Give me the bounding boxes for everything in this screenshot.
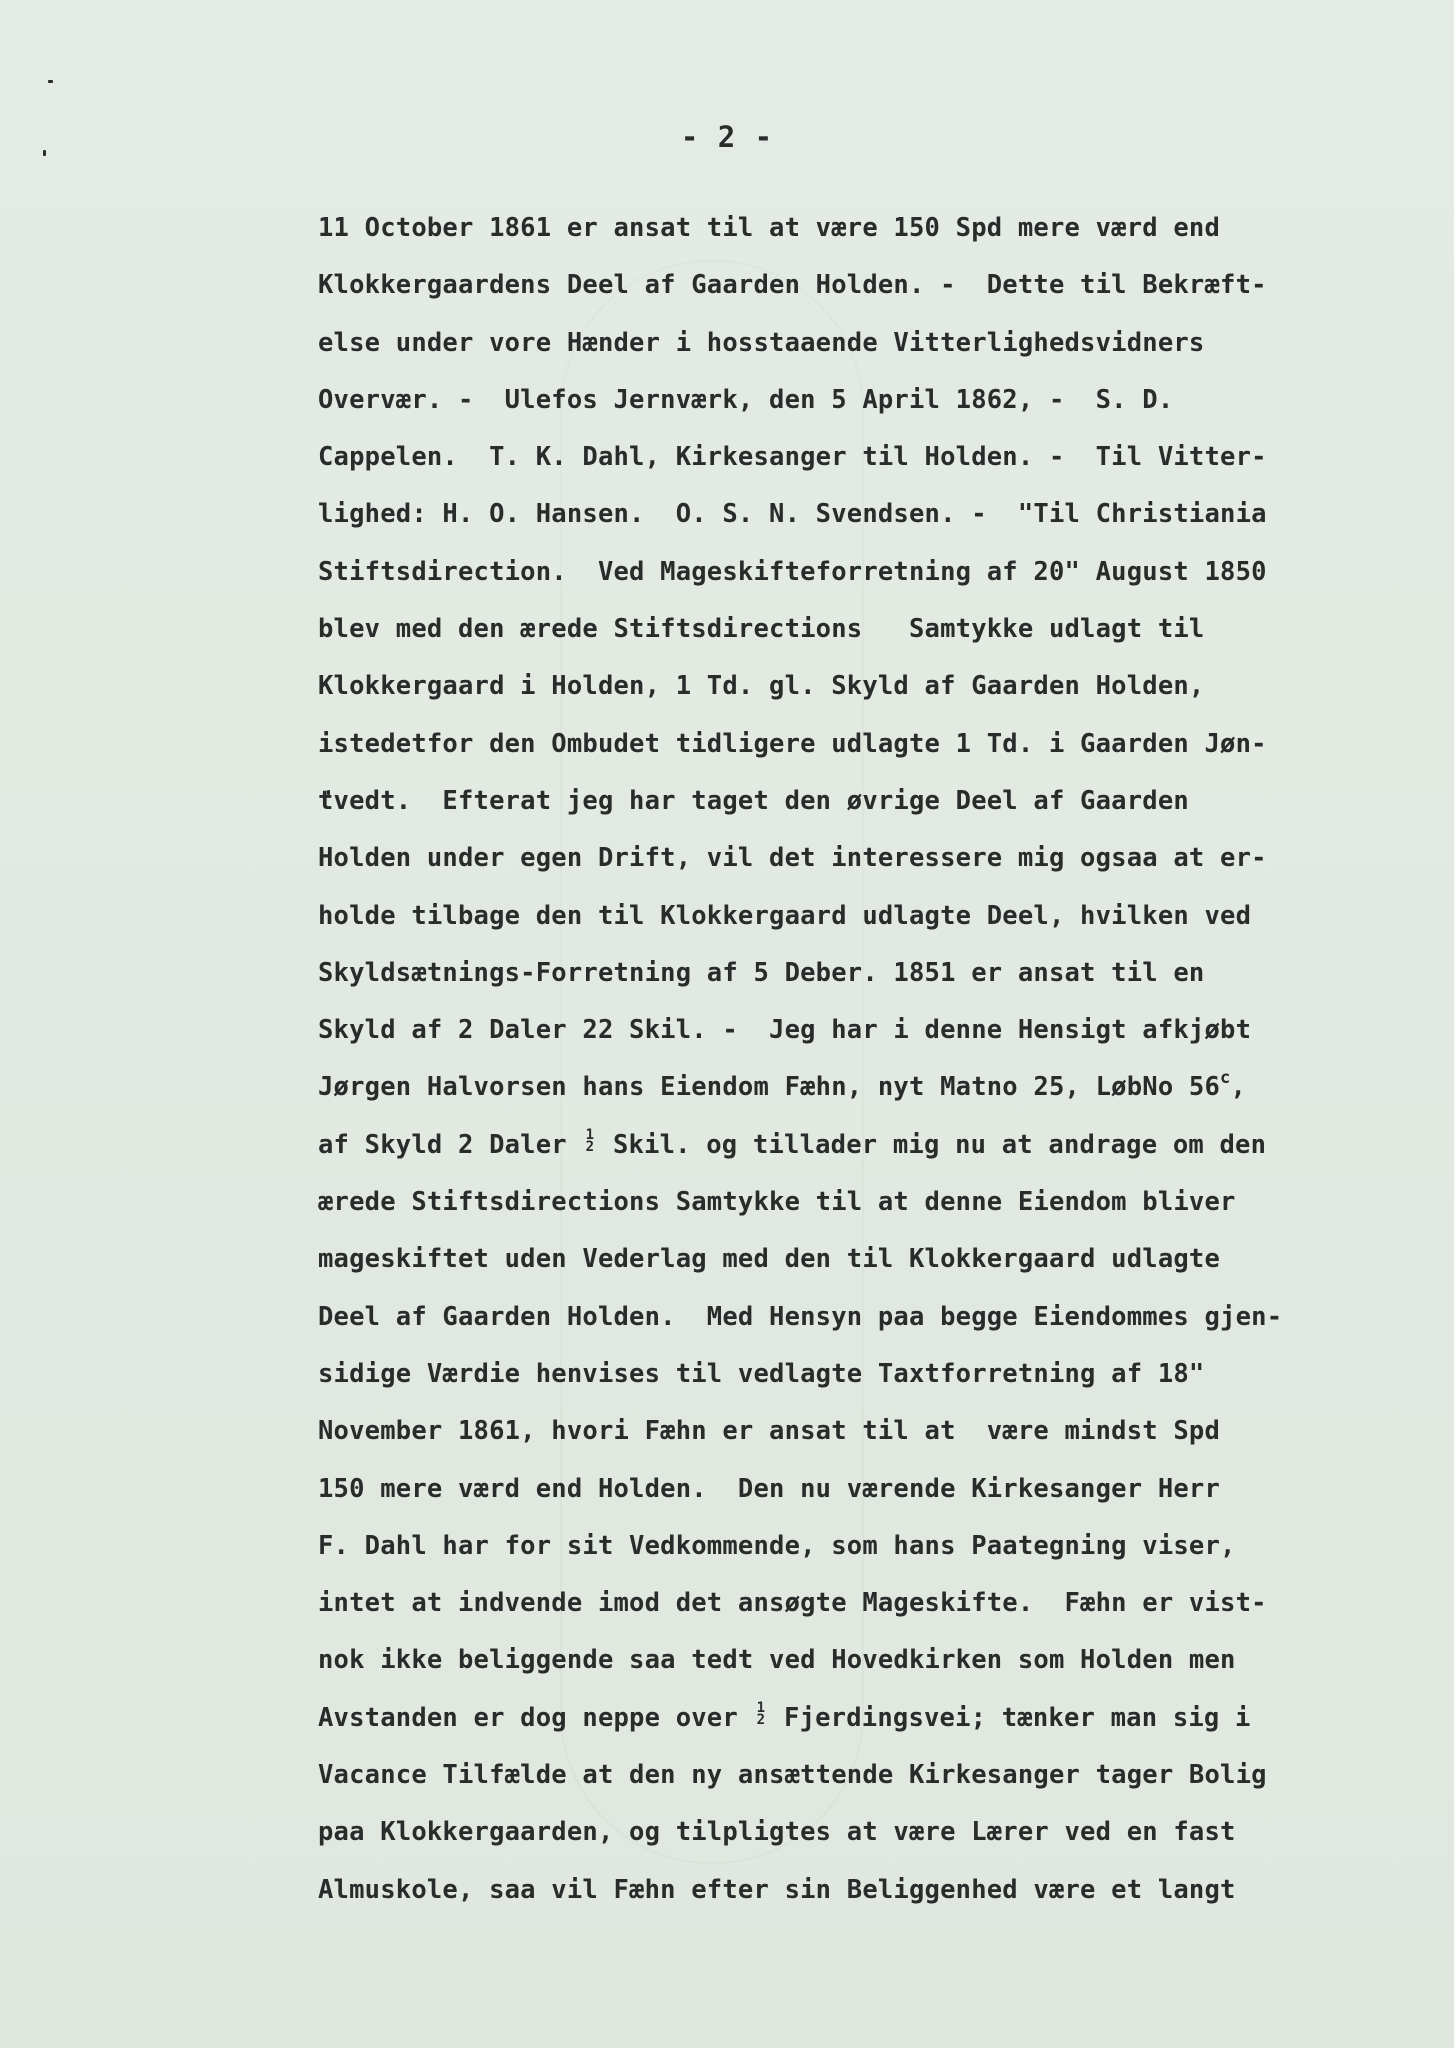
- line-text: holde tilbage den til Klokkergaard udlagte Deel, hvilken ved: [318, 900, 1252, 931]
- text-line: [318, 1289, 1428, 1346]
- line-text: paa Klokkergaarden, og tilpligtes at være Lærer ved en fast: [318, 1817, 1236, 1848]
- text-line: [318, 1747, 1428, 1804]
- line-text: istedetfor den Ombudet tidligere udlagte 1 Td. i Gaarden Jøn-: [318, 728, 1267, 759]
- scan-speck: [48, 80, 53, 83]
- text-line: [318, 1231, 1428, 1288]
- line-text: ærede Stiftsdirections Samtykke til at denne Eiendom bliver: [318, 1187, 1236, 1218]
- text-line: [318, 1518, 1428, 1575]
- text-line: [318, 601, 1428, 658]
- text-line: [318, 200, 1428, 257]
- text-line: [318, 716, 1428, 773]
- line-text: 11 October 1861 er ansat til at være 150 Spd mere værd end: [318, 213, 1221, 243]
- fraction-numerator: 1: [756, 1699, 766, 1716]
- text-line: [318, 1575, 1428, 1632]
- text-line: [318, 888, 1428, 945]
- line-text: Almuskole, saa vil Fæhn efter sin Beliggenhed være et langt: [318, 1874, 1236, 1905]
- line-text: lighed: H. O. Hansen. O. S. N. Svendsen. - "Til Christiania: [318, 499, 1267, 530]
- text-line: [318, 486, 1428, 543]
- fraction-denominator: 2: [756, 1711, 766, 1728]
- text-line: [318, 1862, 1428, 1919]
- fraction-numerator: 1: [585, 1126, 595, 1143]
- text-line: [318, 1059, 1428, 1116]
- line-text-continued: ,: [1230, 1072, 1247, 1103]
- line-text: af Skyld 2 Daler: [318, 1129, 583, 1160]
- typewritten-body: [318, 200, 1428, 1919]
- line-text: Skyldsætnings-Forretning af 5 Deber. 1851 er ansat til en: [318, 957, 1205, 988]
- fraction: [582, 1126, 597, 1155]
- fraction-denominator: 2: [585, 1138, 595, 1155]
- line-text: Deel af Gaarden Holden. Med Hensyn paa begge Eiendommes gjen-: [318, 1301, 1283, 1332]
- line-text: nok ikke beliggende saa tedt ved Hovedkirken som Holden men: [318, 1645, 1236, 1676]
- fraction: [753, 1699, 768, 1728]
- text-line: [318, 1461, 1428, 1518]
- line-text: blev med den ærede Stiftsdirections Samtykke udlagt til: [318, 614, 1205, 645]
- text-line: [318, 1804, 1428, 1861]
- text-line: [318, 773, 1428, 830]
- line-text: 150 mere værd end Holden. Den nu værende Kirkesanger Herr: [318, 1473, 1221, 1504]
- text-line: [318, 315, 1428, 372]
- text-line: [318, 544, 1428, 601]
- line-text: November 1861, hvori Fæhn er ansat til at være mindst Spd: [318, 1416, 1221, 1447]
- text-line: [318, 1117, 1428, 1174]
- text-line: [318, 945, 1428, 1002]
- line-text-continued: Skil. og tillader mig nu at andrage om den: [597, 1129, 1267, 1160]
- text-line: [318, 1690, 1428, 1747]
- text-line: [318, 1002, 1428, 1059]
- line-text: Cappelen. T. K. Dahl, Kirkesanger til Holden. - Til Vitter-: [318, 442, 1267, 473]
- line-text: Overvær. - Ulefos Jernværk, den 5 April 1862, - S. D.: [318, 384, 1174, 415]
- line-text: Holden under egen Drift, vil det interessere mig ogsaa at er-: [318, 843, 1267, 874]
- line-text-continued: Fjerdingsvei; tænker man sig i: [768, 1702, 1251, 1733]
- line-text: Skyld af 2 Daler 22 Skil. - Jeg har i denne Hensigt afkjøbt: [318, 1015, 1252, 1046]
- text-line: [318, 830, 1428, 887]
- line-text: tvedt. Efterat jeg har taget den øvrige Deel af Gaarden: [318, 785, 1189, 816]
- text-line: [318, 429, 1428, 486]
- line-text: Klokkergaardens Deel af Gaarden Holden. - Dette til Bekræft-: [318, 270, 1267, 301]
- line-text: Vacance Tilfælde at den ny ansættende Kirkesanger tager Bolig: [318, 1760, 1267, 1791]
- page-number: - 2 -: [680, 120, 774, 154]
- superscript: c: [1220, 1068, 1231, 1089]
- text-line: [318, 372, 1428, 429]
- line-text: Avstanden er dog neppe over: [318, 1702, 754, 1733]
- text-line: [318, 1174, 1428, 1231]
- line-text: Klokkergaard i Holden, 1 Td. gl. Skyld af Gaarden Holden,: [318, 671, 1205, 702]
- text-line: [318, 1346, 1428, 1403]
- text-line: [318, 257, 1428, 314]
- line-text: Stiftsdirection. Ved Mageskifteforretning af 20" August 1850: [318, 556, 1267, 587]
- line-text: F. Dahl har for sit Vedkommende, som hans Paategning viser,: [318, 1530, 1236, 1561]
- line-text: Jørgen Halvorsen hans Eiendom Fæhn, nyt Matno 25, LøbNo 56: [318, 1072, 1221, 1103]
- line-text: mageskiftet uden Vederlag med den til Klokkergaard udlagte: [318, 1244, 1221, 1275]
- text-line: [318, 658, 1428, 715]
- line-text: sidige Værdie henvises til vedlagte Taxtforretning af 18": [318, 1358, 1205, 1389]
- text-line: [318, 1403, 1428, 1460]
- text-line: [318, 1632, 1428, 1689]
- line-text: else under vore Hænder i hosstaaende Vitterlighedsvidners: [318, 327, 1205, 358]
- line-text: intet at indvende imod det ansøgte Mageskifte. Fæhn er vist-: [318, 1588, 1267, 1619]
